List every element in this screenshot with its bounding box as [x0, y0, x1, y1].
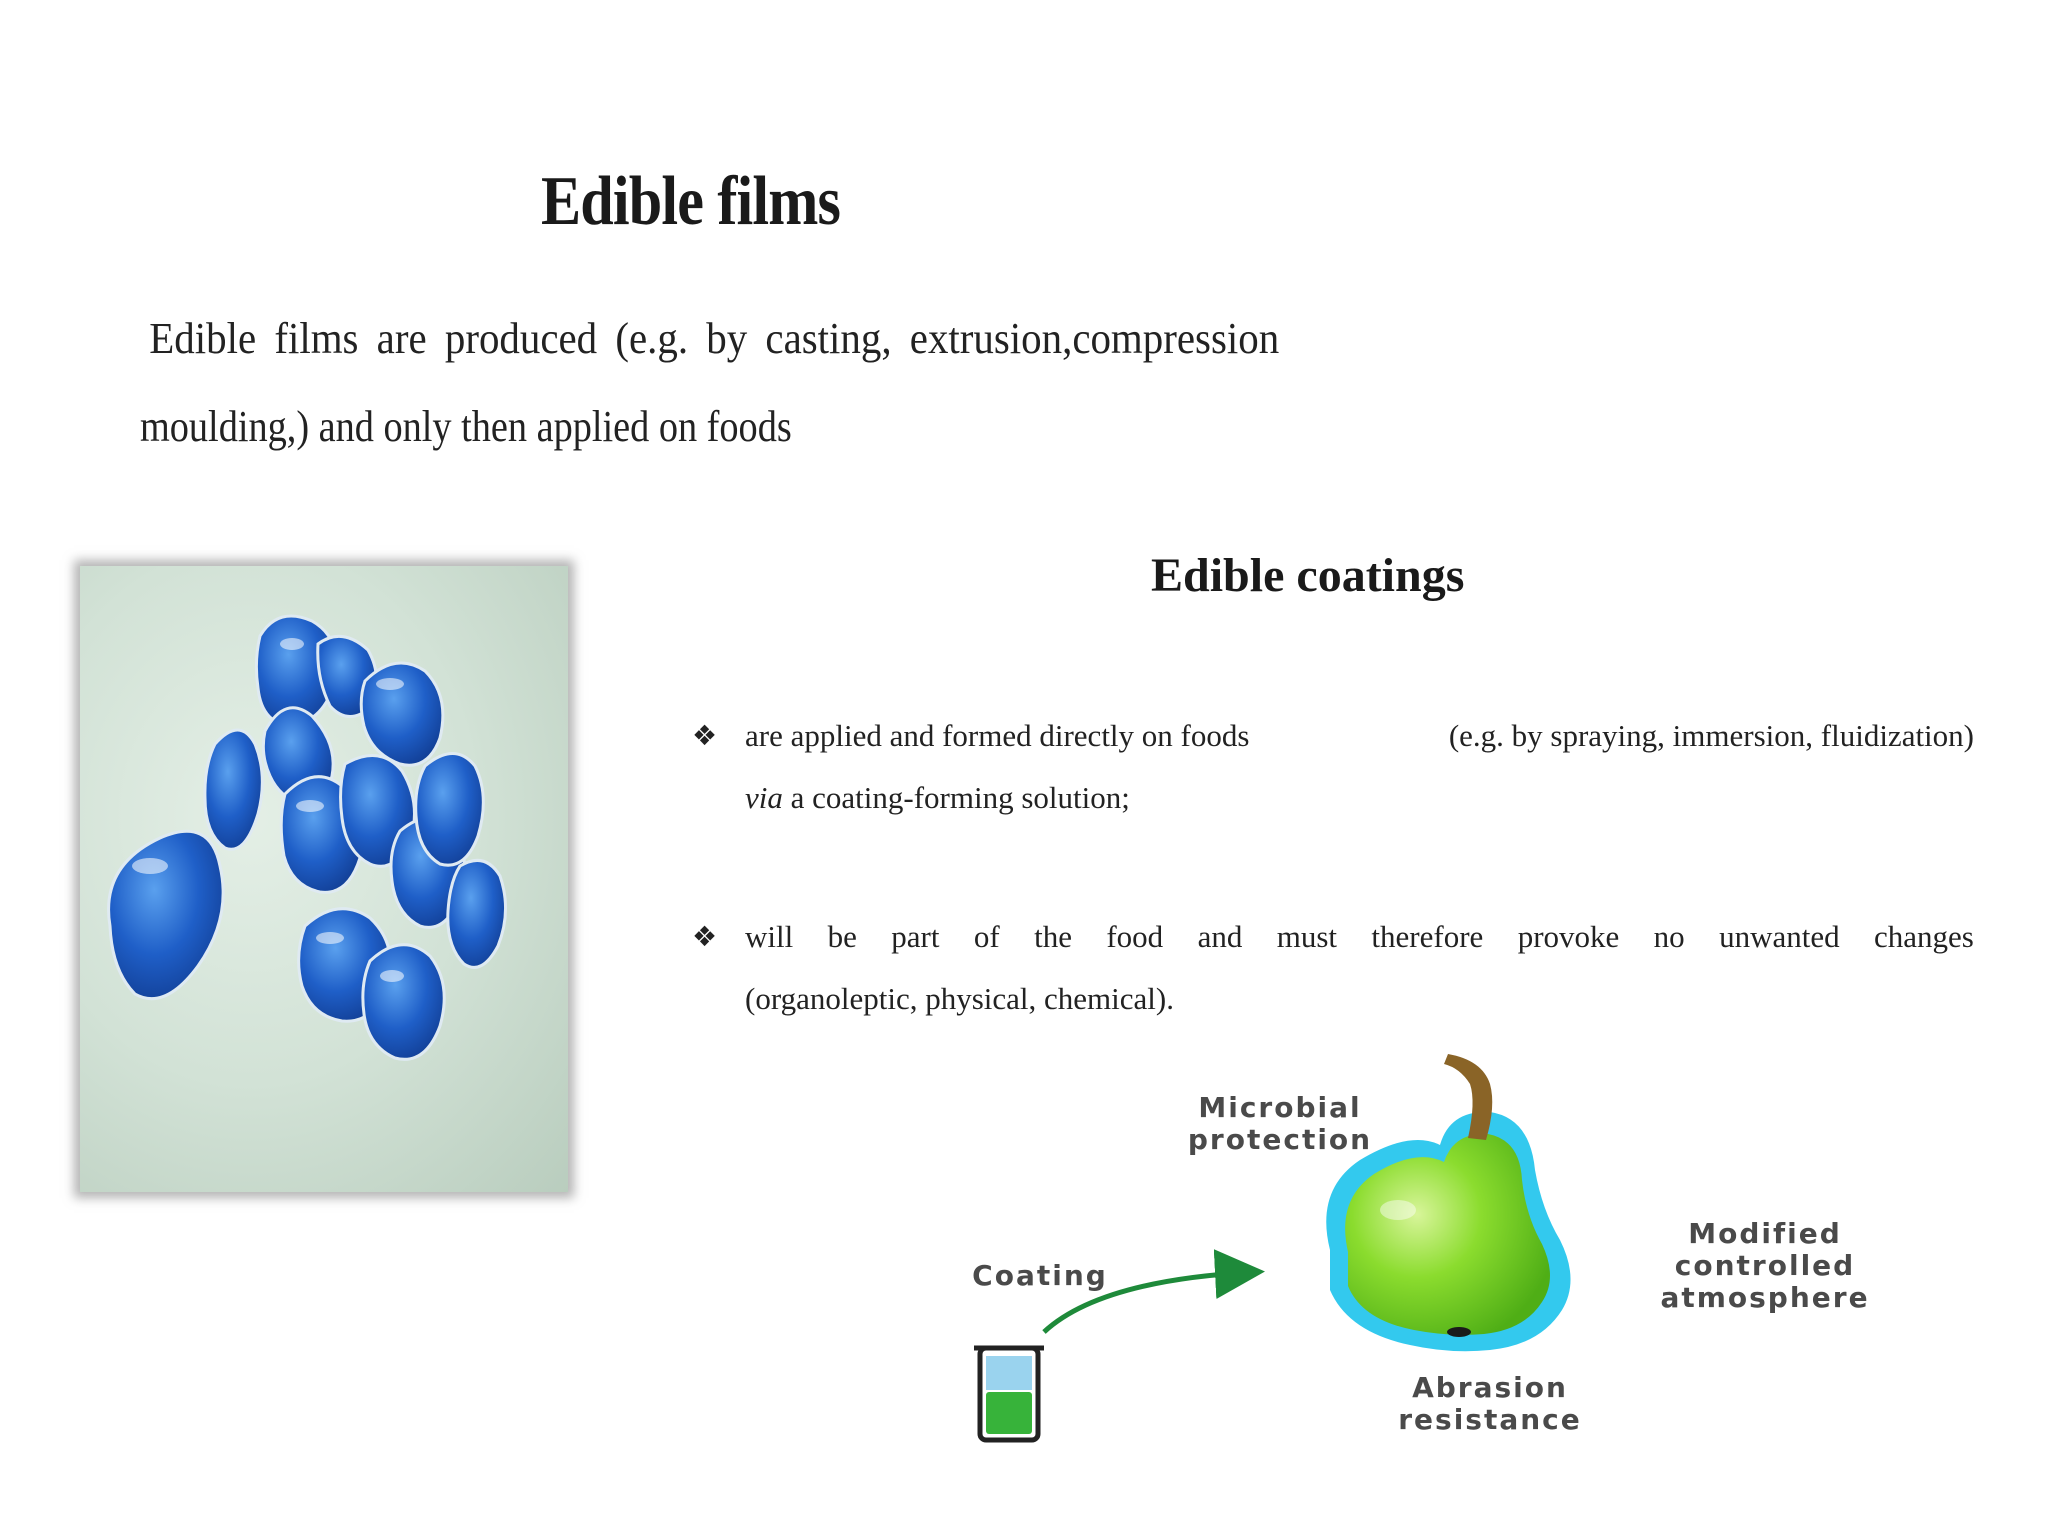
- coating-diagram: [930, 1040, 1990, 1480]
- bullet-line-1: [745, 705, 1974, 767]
- bullet-line-2: (organoleptic, physical, chemical).: [745, 981, 1174, 1016]
- bullet-text: a coating-forming solution;: [782, 780, 1130, 815]
- bullet-word: food: [1106, 919, 1164, 954]
- bullet-text: (e.g. by spraying, immersion, fluidization): [1448, 718, 1974, 753]
- paragraph-word: casting,: [765, 314, 892, 363]
- bullet-word: and: [1197, 919, 1243, 954]
- bullet-word: unwanted: [1719, 919, 1840, 954]
- label-line: Abrasion: [1412, 1371, 1568, 1404]
- bullet-text: are applied and formed directly on foods: [745, 718, 1250, 753]
- bullet-word: part: [891, 919, 940, 954]
- bullet-line-2: [745, 767, 1974, 829]
- label-line: Coating: [972, 1259, 1108, 1292]
- beaker-icon: [974, 1348, 1044, 1440]
- label-line: controlled: [1674, 1249, 1856, 1282]
- label-line: protection: [1187, 1123, 1373, 1156]
- paragraph-word: are: [376, 314, 427, 363]
- edible-coatings-title: Edible coatings: [1151, 549, 1465, 602]
- label-line: resistance: [1398, 1403, 1582, 1436]
- bullet-word: provoke: [1517, 919, 1620, 954]
- bullet-word: therefore: [1371, 919, 1484, 954]
- bullet-word: no: [1653, 919, 1685, 954]
- microbial-protection-label: [1165, 1092, 1395, 1156]
- label-line: Modified: [1688, 1217, 1842, 1250]
- blue-edible-film-capsules-photo-icon: [80, 566, 568, 1192]
- edible-film-photo: [80, 566, 568, 1192]
- paragraph-word: produced: [444, 314, 598, 363]
- modified-controlled-atmosphere-label: [1650, 1218, 1880, 1314]
- bullet-line-1: [745, 906, 1974, 968]
- paragraph-word: (e.g.: [615, 314, 689, 363]
- paragraph-word: films: [274, 314, 359, 363]
- coatings-bullet-list: [692, 705, 1974, 1030]
- coating-label: [930, 1260, 1150, 1292]
- bullet-word: must: [1276, 919, 1338, 954]
- bullet-word: of: [973, 919, 1000, 954]
- edible-films-paragraph: [140, 295, 1280, 471]
- paragraph-word: by: [706, 314, 748, 363]
- pear-bottom-icon: [1447, 1327, 1471, 1337]
- four-diamond-bullet-icon: ❖: [692, 920, 718, 953]
- bullet-item: [692, 705, 1974, 829]
- bullet-word: the: [1034, 919, 1072, 954]
- bullet-word: will: [745, 919, 794, 954]
- bullet-word: changes: [1873, 919, 1974, 954]
- abrasion-resistance-label: [1370, 1372, 1610, 1436]
- bullet-italic-text: via: [745, 780, 783, 815]
- bullet-word: be: [827, 919, 857, 954]
- paragraph-word: extrusion,compression: [909, 314, 1280, 363]
- label-line: atmosphere: [1660, 1281, 1870, 1314]
- edible-films-title: Edible films: [541, 163, 841, 240]
- bullet-item: [692, 906, 1974, 1030]
- paragraph-line-2: moulding,) and only then applied on foods: [140, 402, 792, 451]
- paragraph-word: Edible: [149, 314, 257, 363]
- paragraph-line-1: [140, 295, 1279, 383]
- label-line: Microbial: [1198, 1091, 1362, 1124]
- four-diamond-bullet-icon: ❖: [692, 719, 718, 752]
